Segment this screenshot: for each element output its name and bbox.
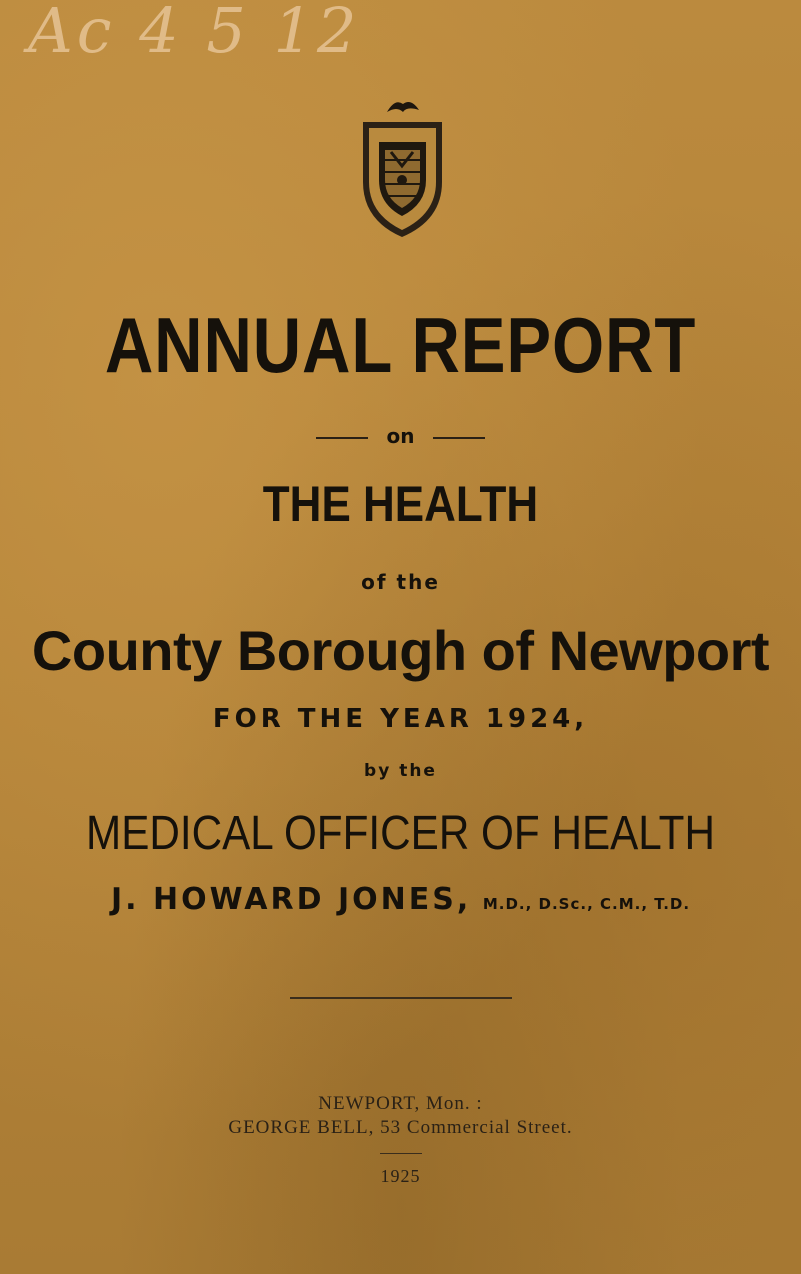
officer-title: MEDICAL OFFICER OF HEALTH — [86, 807, 715, 860]
imprint-year: 1925 — [380, 1166, 421, 1186]
borough-crest-icon — [335, 92, 470, 242]
connector-on-row — [0, 424, 801, 448]
short-divider-rule — [380, 1153, 422, 1154]
divider-rule — [290, 997, 512, 999]
report-title: ANNUAL REPORT — [104, 301, 697, 389]
author-line — [0, 882, 801, 917]
connector-of-the: of the — [361, 570, 440, 594]
handwritten-catalogue-note: Ac 4 5 12 — [28, 0, 361, 67]
report-subject: THE HEALTH — [262, 476, 539, 532]
place-name: County Borough of Newport — [31, 619, 770, 682]
left-dash-ornament — [316, 437, 368, 439]
imprint-place: NEWPORT, Mon. : — [318, 1093, 483, 1114]
author-qualifications: M.D., D.Sc., C.M., T.D. — [482, 895, 691, 913]
connector-by-the: by the — [364, 761, 437, 781]
right-dash-ornament — [433, 437, 485, 439]
author-name: J. HOWARD JONES, — [110, 882, 472, 917]
report-year-line: FOR THE YEAR 1924, — [212, 704, 589, 734]
connector-on: on — [386, 424, 415, 448]
imprint-printer: GEORGE BELL, 53 Commercial Street. — [228, 1117, 573, 1138]
